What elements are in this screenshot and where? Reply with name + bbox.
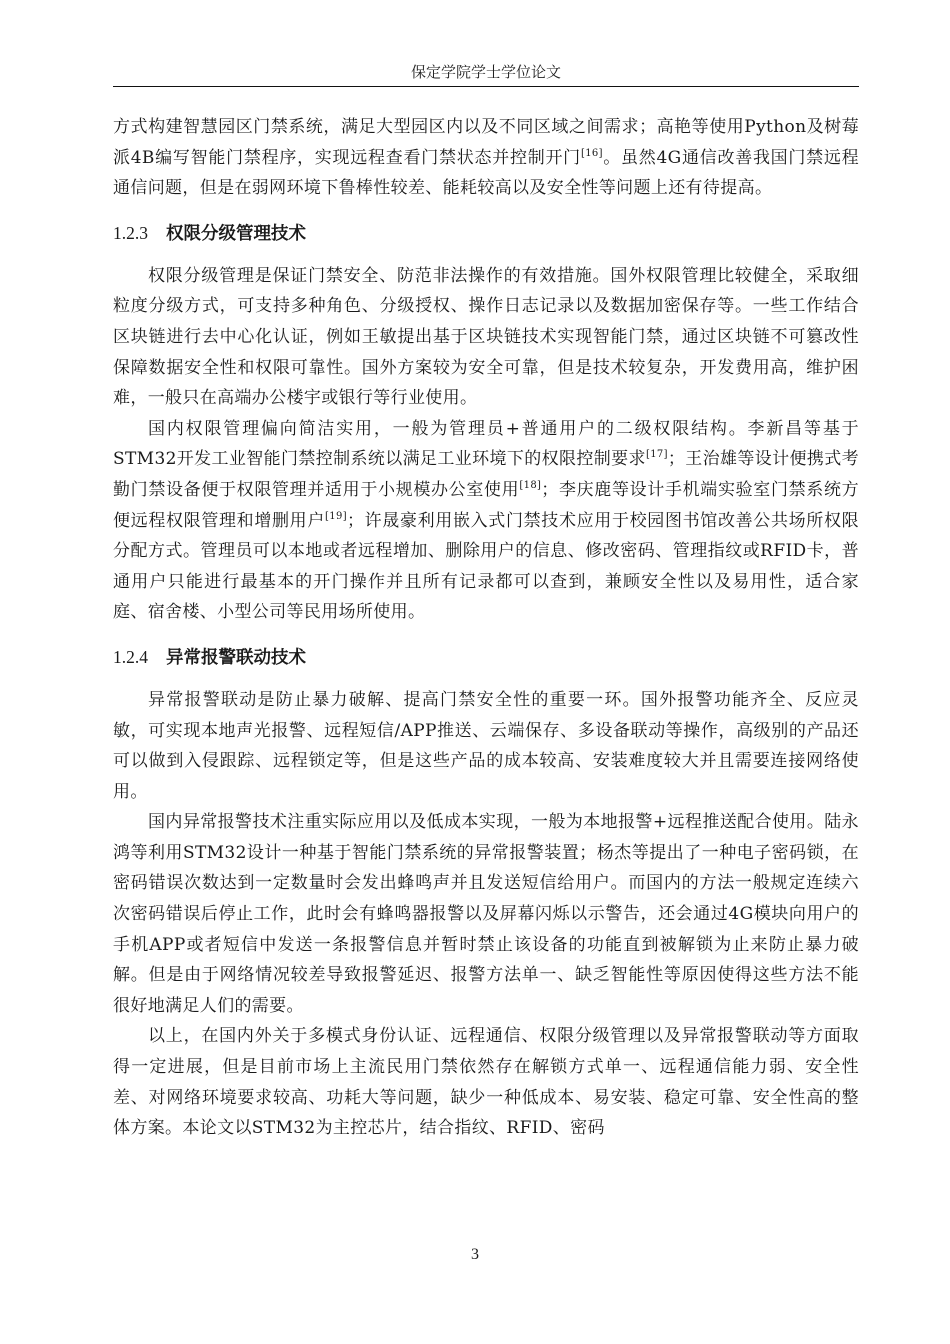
paragraph: 以上，在国内外关于多模式身份认证、远程通信、权限分级管理以及异常报警联动等方面取得一定进展，但是目前市场上主流民用门禁依然存在解锁方式单一、远程通信能力弱、安全性差、对网络环境要求较高、功耗大等问题，缺少一种低成本、易安装、稳定可靠、安全性高的整体方案。本论文以STM32为主控芯片，结合指纹、RFID、密码 — [113, 1026, 859, 1139]
text-run: ；王治雄等设计便携式考勤门禁设备便于权限管理并适用于小规模办公室使用 — [113, 449, 859, 500]
paragraph: 国内异常报警技术注重实际应用以及低成本实现，一般为本地报警+远程推送配合使用。陆永鸿等利用STM32设计一种基于智能门禁系统的异常报警装置；杨杰等提出了一种电子密码锁，在密码错误次数达到一定数量时会发出蜂鸣声并且发送短信给用户。而国内的方法一般规定连续六次密码错误后停止工作，此时会有蜂鸣器报警以及屏幕闪烁以示警告，还会通过4G模块向用户的手机APP或者短信中发送一条报警信息并暂时禁止该设备的功能直到被解锁为止来防止暴力破解。但是由于网络情况较差导致报警延迟、报警方法单一、缺乏智能性等原因使得这些方法不能很好地满足人们的需要。 — [113, 812, 859, 1016]
text-run: ；李庆鹿等设计手机端实验室门禁系统方便远程权限管理和增删用户 — [113, 479, 859, 531]
text-run: 方式构建智慧园区门禁系统，满足大型园区内以及不同区域之间需求；高艳等使用Python及树莓派4B编写智能门禁程序，实现远程查看门禁状态并控制开门 — [113, 117, 859, 168]
body-text — [113, 112, 859, 1144]
paragraph — [113, 414, 859, 628]
section-heading-1-2-4 — [113, 642, 859, 673]
paragraph-continued — [113, 112, 859, 204]
header-rule — [113, 86, 859, 87]
text-run: 。虽然4G通信改善我国门禁远程通信问题，但是在弱网环境下鲁棒性较差、能耗较高以及安全性等问题上还有待提高。 — [113, 147, 859, 199]
section-title: 异常报警联动技术 — [166, 647, 306, 668]
citation-18: [18] — [519, 479, 542, 491]
section-heading-1-2-3 — [113, 218, 859, 249]
citation-19: [19] — [325, 510, 347, 522]
text-run: 国内权限管理偏向简洁实用，一般为管理员+普通用户的二级权限结构。李新昌等基于STM32开发工业智能门禁控制系统以满足工业环境下的权限控制要求 — [113, 418, 859, 470]
citation-16: [16] — [580, 147, 603, 159]
paragraph: 权限分级管理是保证门禁安全、防范非法操作的有效措施。国外权限管理比较健全，采取细粒度分级方式，可支持多种角色、分级授权、操作日志记录以及数据加密保存等。一些工作结合区块链进行去中心化认证，例如王敏提出基于区块链技术实现智能门禁，通过区块链不可篡改性保障数据安全性和权限可靠性。国外方案较为安全可靠，但是技术较复杂，开发费用高，维护困难，一般只在高端办公楼宇或银行等行业使用。 — [113, 265, 859, 409]
text-run: ；许晟豪利用嵌入式门禁技术应用于校园图书馆改善公共场所权限分配方式。管理员可以本地或者远程增加、删除用户的信息、修改密码、管理指纹或RFID卡，普通用户只能进行最基本的开门操作并且所有记录都可以查到，兼顾安全性以及易用性，适合家庭、宿舍楼、小型公司等民用场所使用。 — [113, 510, 859, 623]
running-header: 保定学院学士学位论文 — [410, 63, 561, 81]
section-number: 1.2.4 — [113, 646, 148, 667]
paragraph: 异常报警联动是防止暴力破解、提高门禁安全性的重要一环。国外报警功能齐全、反应灵敏，可实现本地声光报警、远程短信/APP推送、云端保存、多设备联动等操作，高级别的产品还可以做到入侵跟踪、远程锁定等，但是这些产品的成本较高、安装难度较大并且需要连接网络使用。 — [113, 689, 859, 802]
section-number: 1.2.3 — [113, 222, 148, 243]
citation-17: [17] — [645, 449, 668, 461]
page-number: 3 — [471, 1246, 479, 1263]
section-title: 权限分级管理技术 — [166, 223, 306, 244]
